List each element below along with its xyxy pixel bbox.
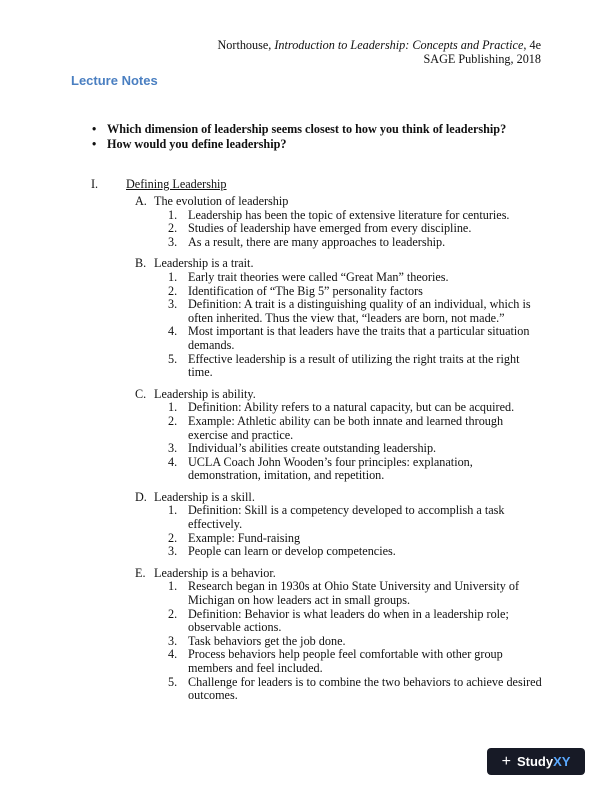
question-text: How would you define leadership?	[107, 137, 287, 151]
list-item	[168, 209, 545, 223]
section-heading	[135, 567, 545, 581]
item-number: 3.	[168, 297, 178, 312]
list-item	[168, 401, 545, 415]
section-heading-text: Leadership is a trait.	[154, 256, 254, 271]
item-text: Studies of leadership have emerged from every discipline.	[188, 221, 472, 236]
item-number: 1.	[168, 503, 178, 518]
outline-content	[135, 195, 545, 711]
bullet-icon: •	[92, 122, 97, 136]
item-text: UCLA Coach John Wooden’s four principles: explanation, demonstration, imitation, and repetition.	[188, 454, 473, 483]
item-text: Most important is that leaders have the traits that a particular situation demands.	[188, 324, 530, 352]
page-header	[217, 38, 541, 66]
item-text: Early trait theories were called “Great Man” theories.	[188, 269, 449, 284]
item-number: 4.	[168, 647, 178, 662]
item-text: Example: Athletic ability can be both innate and learned through exercise and practice.	[188, 413, 504, 442]
item-number: 2.	[168, 283, 178, 298]
section-items	[168, 504, 545, 558]
item-number: 2.	[168, 221, 178, 236]
item-number: 1.	[168, 269, 178, 284]
section-heading-text: Leadership is a skill.	[154, 489, 255, 504]
section-heading	[135, 257, 545, 271]
item-text: Definition: Skill is a competency developed to accomplish a task effectively.	[188, 503, 505, 532]
list-item	[168, 285, 545, 299]
studyxy-logo	[487, 748, 585, 775]
list-item	[168, 442, 545, 456]
section-heading	[135, 491, 545, 505]
item-number: 3.	[168, 633, 178, 648]
item-number: 3.	[168, 441, 178, 456]
part-title: Defining Leadership	[126, 177, 227, 191]
discussion-questions	[92, 122, 506, 152]
list-item	[168, 271, 545, 285]
citation-publisher: SAGE Publishing, 2018	[423, 52, 541, 66]
logo-text: Study	[516, 754, 554, 769]
item-text: Definition: Behavior is what leaders do when in a leadership role; observable actions.	[188, 606, 509, 635]
outline-section	[135, 257, 545, 379]
citation-author: Northouse,	[217, 38, 275, 52]
list-item	[168, 236, 545, 250]
outline-section	[135, 567, 545, 703]
part-numeral: I.	[91, 177, 99, 191]
section-heading	[135, 195, 545, 209]
item-number: 2.	[168, 413, 178, 428]
item-text: Task behaviors get the job done.	[188, 633, 346, 648]
section-items	[168, 401, 545, 483]
logo-accent: XY	[553, 754, 571, 769]
section-label: E.	[135, 565, 146, 580]
citation-line	[217, 38, 541, 52]
outline-section	[135, 195, 545, 249]
list-item	[168, 456, 545, 483]
list-item	[168, 676, 545, 703]
item-number: 1.	[168, 579, 178, 594]
item-text: Definition: A trait is a distinguishing quality of an individual, which is often inherited. Thus the view that, “leaders are born, not made.”	[188, 297, 531, 325]
list-item	[168, 580, 545, 607]
list-item	[168, 545, 545, 559]
list-item	[168, 648, 545, 675]
section-items	[168, 209, 545, 250]
item-number: 4.	[168, 454, 178, 469]
plus-icon: +	[501, 752, 511, 770]
item-number: 4.	[168, 324, 178, 339]
question-item	[92, 122, 506, 137]
item-number: 2.	[168, 530, 178, 545]
list-item	[168, 608, 545, 635]
citation-edition: , 4e	[523, 38, 541, 52]
item-text: Effective leadership is a result of utilizing the right traits at the right time.	[188, 351, 520, 380]
item-text: Definition: Ability refers to a natural capacity, but can be acquired.	[188, 400, 515, 415]
list-item	[168, 635, 545, 649]
section-label: C.	[135, 386, 147, 401]
item-number: 2.	[168, 606, 178, 621]
item-number: 3.	[168, 544, 178, 559]
section-heading-text: Leadership is a behavior.	[154, 565, 276, 580]
section-items	[168, 580, 545, 702]
bullet-icon: •	[92, 137, 97, 151]
item-text: Research began in 1930s at Ohio State University and University of Michigan on how leaders act in small groups.	[188, 579, 520, 608]
item-number: 5.	[168, 351, 178, 366]
question-text: Which dimension of leadership seems closest to how you think of leadership?	[107, 122, 507, 136]
list-item	[168, 415, 545, 442]
section-label: D.	[135, 489, 147, 504]
item-text: Process behaviors help people feel comfortable with other group members and feel included.	[188, 647, 503, 675]
item-text: As a result, there are many approaches to leadership.	[188, 234, 446, 249]
item-number: 1.	[168, 400, 178, 415]
list-item	[168, 353, 545, 380]
item-text: Example: Fund-raising	[188, 530, 301, 545]
section-label: A.	[135, 194, 147, 208]
section-heading	[135, 388, 545, 402]
section-heading-text: The evolution of leadership	[154, 194, 289, 208]
item-number: 1.	[168, 207, 178, 222]
section-items	[168, 271, 545, 380]
question-item	[92, 137, 506, 152]
list-item	[168, 504, 545, 531]
outline-section	[135, 491, 545, 559]
item-text: Individual’s abilities create outstanding leadership.	[188, 441, 437, 456]
list-item	[168, 325, 545, 352]
item-text: Leadership has been the topic of extensive literature for centuries.	[188, 207, 510, 222]
outline-section	[135, 388, 545, 483]
list-item	[168, 222, 545, 236]
item-text: People can learn or develop competencies.	[188, 544, 396, 559]
item-number: 5.	[168, 674, 178, 689]
section-label: B.	[135, 256, 147, 271]
citation-book-title: Introduction to Leadership: Concepts and Practice	[274, 38, 524, 52]
list-item	[168, 298, 545, 325]
item-text: Identification of “The Big 5” personality factors	[188, 283, 423, 298]
list-item	[168, 532, 545, 546]
section-title: Lecture Notes	[71, 73, 158, 88]
section-heading-text: Leadership is ability.	[154, 386, 256, 401]
item-text: Challenge for leaders is to combine the two behaviors to achieve desired outcomes.	[188, 674, 542, 703]
item-number: 3.	[168, 234, 178, 249]
